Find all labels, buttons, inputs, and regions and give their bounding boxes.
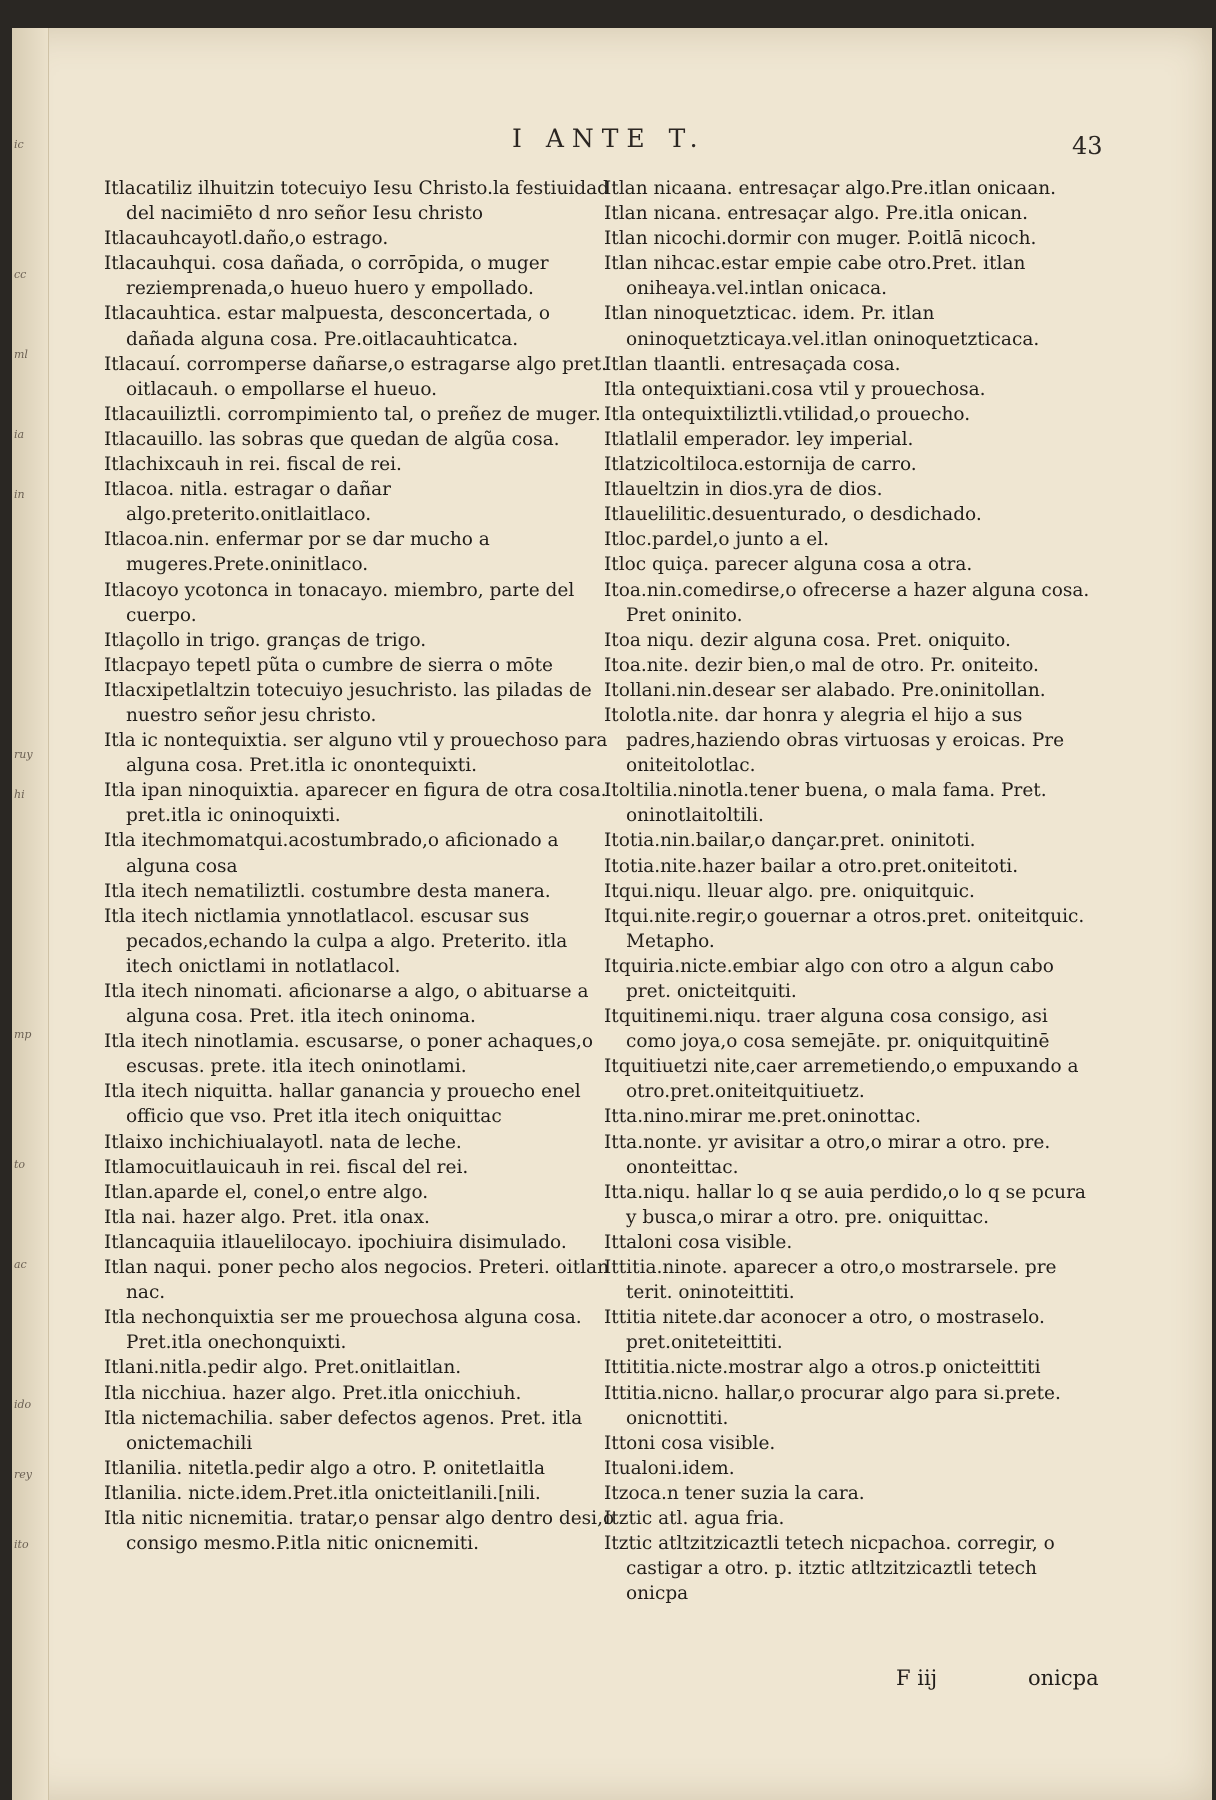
- dictionary-entry: Itquitinemi.niqu. traer alguna cosa consigo, asi como joya,o cosa semejāte. pr. oniquitquitinē: [604, 1006, 1050, 1053]
- margin-fragment: cc: [14, 268, 27, 281]
- dictionary-entry: Itlatzicoltiloca.estornija de carro.: [604, 454, 917, 476]
- catchword: onicpa: [1028, 1666, 1099, 1690]
- dictionary-entry: Itoa niqu. dezir alguna cosa. Pret. oniquito.: [604, 629, 1011, 651]
- dictionary-entry: Itqui.nite.regir,o gouernar a otros.pret. oniteitquic. Metapho.: [604, 905, 1085, 952]
- dictionary-entry: Itztic atl. agua fria.: [604, 1507, 785, 1529]
- dictionary-entry: Itla nictemachilia. saber defectos agenos. Pret. itla onictemachili: [104, 1407, 583, 1454]
- dictionary-entry: Itlanilia. nicte.idem.Pret.itla onicteitlanili.[nili.: [104, 1482, 541, 1504]
- dictionary-entry: Itoa.nite. dezir bien,o mal de otro. Pr. oniteito.: [604, 654, 1039, 676]
- gutter-fragments: [12, 28, 49, 1800]
- dictionary-entry: Itta.nino.mirar me.pret.oninottac.: [604, 1106, 922, 1128]
- dictionary-entry: Itlanilia. nitetla.pedir algo a otro. P. onitetlaitla: [104, 1457, 546, 1479]
- dictionary-entry: Ittitia.nicno. hallar,o procurar algo para si.prete. onicnottiti.: [604, 1382, 1061, 1429]
- dictionary-entry: Itqui.niqu. lleuar algo. pre. oniquitquic.: [604, 880, 975, 902]
- dictionary-entry: Ittitia nitete.dar aconocer a otro, o mostraselo. pret.oniteteittiti.: [604, 1307, 1045, 1354]
- signature-mark: F iij: [896, 1666, 938, 1690]
- dictionary-entry: Itlancaquiia itlauelilocayo. ipochiuira disimulado.: [104, 1231, 567, 1253]
- margin-fragment: mp: [14, 1028, 32, 1041]
- dictionary-entry: Itualoni.idem.: [604, 1457, 735, 1479]
- dictionary-entry: Itla itech nictlamia ynnotlatlacol. escusar sus pecados,echando la culpa a algo. Preterito. itla itech onictlami in notlatlacol.: [104, 905, 568, 977]
- dictionary-entry: Itla ipan ninoquixtia. aparecer en figura de otra cosa. pret.itla ic oninoquixti.: [104, 780, 607, 827]
- dictionary-entry: Itquiria.nicte.embiar algo con otro a algun cabo pret. onicteitquiti.: [604, 955, 1054, 1002]
- dictionary-entry: Itlaixo inchichiualayotl. nata de leche.: [104, 1131, 462, 1153]
- dictionary-entry: Itlan nicana. entresaçar algo. Pre.itla onican.: [604, 203, 1028, 225]
- margin-fragment: to: [14, 1158, 26, 1171]
- margin-fragment: in: [14, 488, 25, 501]
- dictionary-entry: Itta.niqu. hallar lo q se auia perdido,o lo q se pcura y busca,o mirar a otro. pre. oniquittac.: [604, 1181, 1086, 1228]
- dictionary-entry: Itlacauí. corromperse dañarse,o estragarse algo pret. oitlacauh. o empollarse el hueuo.: [104, 353, 608, 400]
- dictionary-entry: Itztic atltzitzicaztli tetech nicpachoa. corregir, o castigar a otro. p. itztic atltzitzicaztli tetech onicpa: [604, 1533, 1055, 1605]
- dictionary-entry: Itolotla.nite. dar honra y alegria el hijo a sus padres,haziendo obras virtuosas y eroicas. Pre oniteitolotlac.: [604, 704, 1065, 777]
- dictionary-entry: Itotia.nin.bailar,o dançar.pret. oninitoti.: [604, 830, 976, 852]
- dictionary-entry: Itlan nicaana. entresaçar algo.Pre.itlan onicaan.: [604, 178, 1057, 199]
- margin-fragment: ia: [14, 428, 25, 441]
- dictionary-entry: Itla nitic nicnemitia. tratar,o pensar algo dentro desi,o consigo mesmo.P.itla nitic onicnemiti.: [104, 1507, 615, 1555]
- dictionary-entry: Itlachixcauh in rei. fiscal de rei.: [104, 454, 402, 476]
- dictionary-entry: Itlatlalil emperador. ley imperial.: [604, 428, 914, 450]
- dictionary-entry: Itlacatiliz ilhuitzin totecuiyo Iesu Christo.la festiuidad del nacimiēto d nro señor Iesu christo: [104, 178, 609, 225]
- margin-fragment: hi: [14, 788, 25, 801]
- dictionary-entry: Itlan tlaantli. entresaçada cosa.: [604, 353, 901, 375]
- dictionary-entry: Itlacauillo. las sobras que quedan de algũa cosa.: [104, 428, 560, 450]
- dictionary-entry: Itla itechmomatqui.acostumbrado,o aficionado a alguna cosa: [104, 830, 559, 877]
- dictionary-entry: Itla itech ninotlamia. escusarse, o poner achaques,o escusas. prete. itla itech oninotlami.: [104, 1031, 593, 1078]
- dictionary-entry: Itla ic nontequixtia. ser alguno vtil y prouechoso para alguna cosa. Pret.itla ic onontequixti.: [104, 730, 608, 777]
- margin-fragment: ito: [14, 1538, 29, 1551]
- dictionary-entry: Itoa.nin.comedirse,o ofrecerse a hazer alguna cosa. Pret oninito.: [604, 579, 1090, 626]
- dictionary-entry: Ittaloni cosa visible.: [604, 1231, 793, 1253]
- dictionary-entry: Itlacoa.nin. enfermar por se dar mucho a mugeres.Prete.oninitlaco.: [104, 529, 490, 576]
- dictionary-entry: Itlacauhqui. cosa dañada, o corrōpida, o muger reziemprenada,o hueuo huero y empollado.: [104, 253, 549, 300]
- dictionary-entry: Itlan nihcac.estar empie cabe otro.Pret. itlan oniheaya.vel.intlan onicaca.: [604, 253, 1026, 300]
- dictionary-entry: Itoltilia.ninotla.tener buena, o mala fama. Pret. oninotlaitoltili.: [604, 780, 1047, 827]
- margin-fragment: ido: [14, 1398, 32, 1411]
- dictionary-entry: Itquitiuetzi nite,caer arremetiendo,o empuxando a otro.pret.oniteitquitiuetz.: [604, 1056, 1079, 1103]
- margin-fragment: rey: [14, 1468, 32, 1481]
- dictionary-entry: Itla nicchiua. hazer algo. Pret.itla onicchiuh.: [104, 1382, 522, 1404]
- right-column: [604, 176, 1096, 1606]
- dictionary-entry: Itla nechonquixtia ser me prouechosa alguna cosa. Pret.itla onechonquixti.: [104, 1307, 582, 1354]
- dictionary-entry: Itlacauhtica. estar malpuesta, desconcertada, o dañada alguna cosa. Pre.oitlacauhticatca.: [104, 303, 551, 350]
- dictionary-entry: Itla ontequixtiliztli.vtilidad,o prouecho.: [604, 403, 971, 425]
- dictionary-entry: Ittoni cosa visible.: [604, 1432, 776, 1454]
- dictionary-entry: Itlaçollo in trigo. granças de trigo.: [104, 629, 427, 651]
- margin-fragment: ic: [14, 138, 24, 151]
- dictionary-entry: Itollani.nin.desear ser alabado. Pre.oninitollan.: [604, 679, 1046, 701]
- margin-fragment: ruy: [14, 748, 33, 761]
- dictionary-entry: Itlan ninoquetzticac. idem. Pr. itlan oninoquetzticaya.vel.itlan oninoquetzticaca.: [604, 303, 1040, 350]
- dictionary-entry: Itloc.pardel,o junto a el.: [604, 529, 830, 551]
- dictionary-entry: Itlani.nitla.pedir algo. Pret.onitlaitlan.: [104, 1357, 462, 1379]
- dictionary-entry: Itlacauiliztli. corrompimiento tal, o preñez de muger.: [104, 403, 601, 425]
- dictionary-entry: Itlacpayo tepetl pũta o cumbre de sierra o mōte: [104, 654, 553, 676]
- left-column: [104, 176, 616, 1556]
- dictionary-entry: Itlauelilitic.desuenturado, o desdichado.: [604, 504, 982, 526]
- dictionary-entry: Itlacoyo ycotonca in tonacayo. miembro, parte del cuerpo.: [104, 579, 575, 626]
- book-page: [12, 28, 1212, 1800]
- dictionary-entry: Ittitia.ninote. aparecer a otro,o mostrarsele. pre terit. oninoteittiti.: [604, 1257, 1057, 1304]
- dictionary-entry: Ittititia.nicte.mostrar algo a otros.p onicteittiti: [604, 1357, 1041, 1379]
- dictionary-entry: Itzoca.n tener suzia la cara.: [604, 1482, 865, 1504]
- dictionary-entry: Itla ontequixtiani.cosa vtil y prouechosa.: [604, 378, 986, 400]
- dictionary-entry: Itlacxipetlaltzin totecuiyo jesuchristo. las piladas de nuestro señor jesu christo.: [104, 679, 592, 726]
- dictionary-entry: Itla nai. hazer algo. Pret. itla onax.: [104, 1206, 430, 1228]
- dictionary-entry: Itla itech niquitta. hallar ganancia y prouecho enel officio que vso. Pret itla itech oniquittac: [104, 1081, 581, 1128]
- dictionary-entry: Itla itech ninomati. aficionarse a algo, o abituarse a alguna cosa. Pret. itla itech oninoma.: [104, 981, 589, 1028]
- running-head: I ANTE T.: [512, 124, 706, 153]
- dictionary-entry: Itloc quiça. parecer alguna cosa a otra.: [604, 554, 973, 576]
- dictionary-entry: Itlacauhcayotl.daño,o estrago.: [104, 228, 389, 250]
- dictionary-entry: Itlaueltzin in dios.yra de dios.: [604, 479, 883, 501]
- dictionary-entry: Itlan nicochi.dormir con muger. P.oitlā nicoch.: [604, 228, 1037, 250]
- dictionary-entry: Itlan naqui. poner pecho alos negocios. Preteri. oitlan nac.: [104, 1257, 609, 1304]
- dictionary-entry: Itta.nonte. yr avisitar a otro,o mirar a otro. pre. ononteittac.: [604, 1131, 1051, 1178]
- margin-fragment: ml: [14, 348, 28, 361]
- page-number: 43: [1072, 132, 1103, 160]
- dictionary-entry: Itlan.aparde el, conel,o entre algo.: [104, 1181, 429, 1203]
- dictionary-entry: Itlacoa. nitla. estragar o dañar algo.preterito.onitlaitlaco.: [104, 479, 391, 526]
- dictionary-entry: Itla itech nematiliztli. costumbre desta manera.: [104, 880, 551, 902]
- dictionary-entry: Itlamocuitlauicauh in rei. fiscal del rei.: [104, 1156, 469, 1178]
- dictionary-entry: Itotia.nite.hazer bailar a otro.pret.oniteitoti.: [604, 855, 1019, 877]
- margin-fragment: ac: [14, 1258, 27, 1271]
